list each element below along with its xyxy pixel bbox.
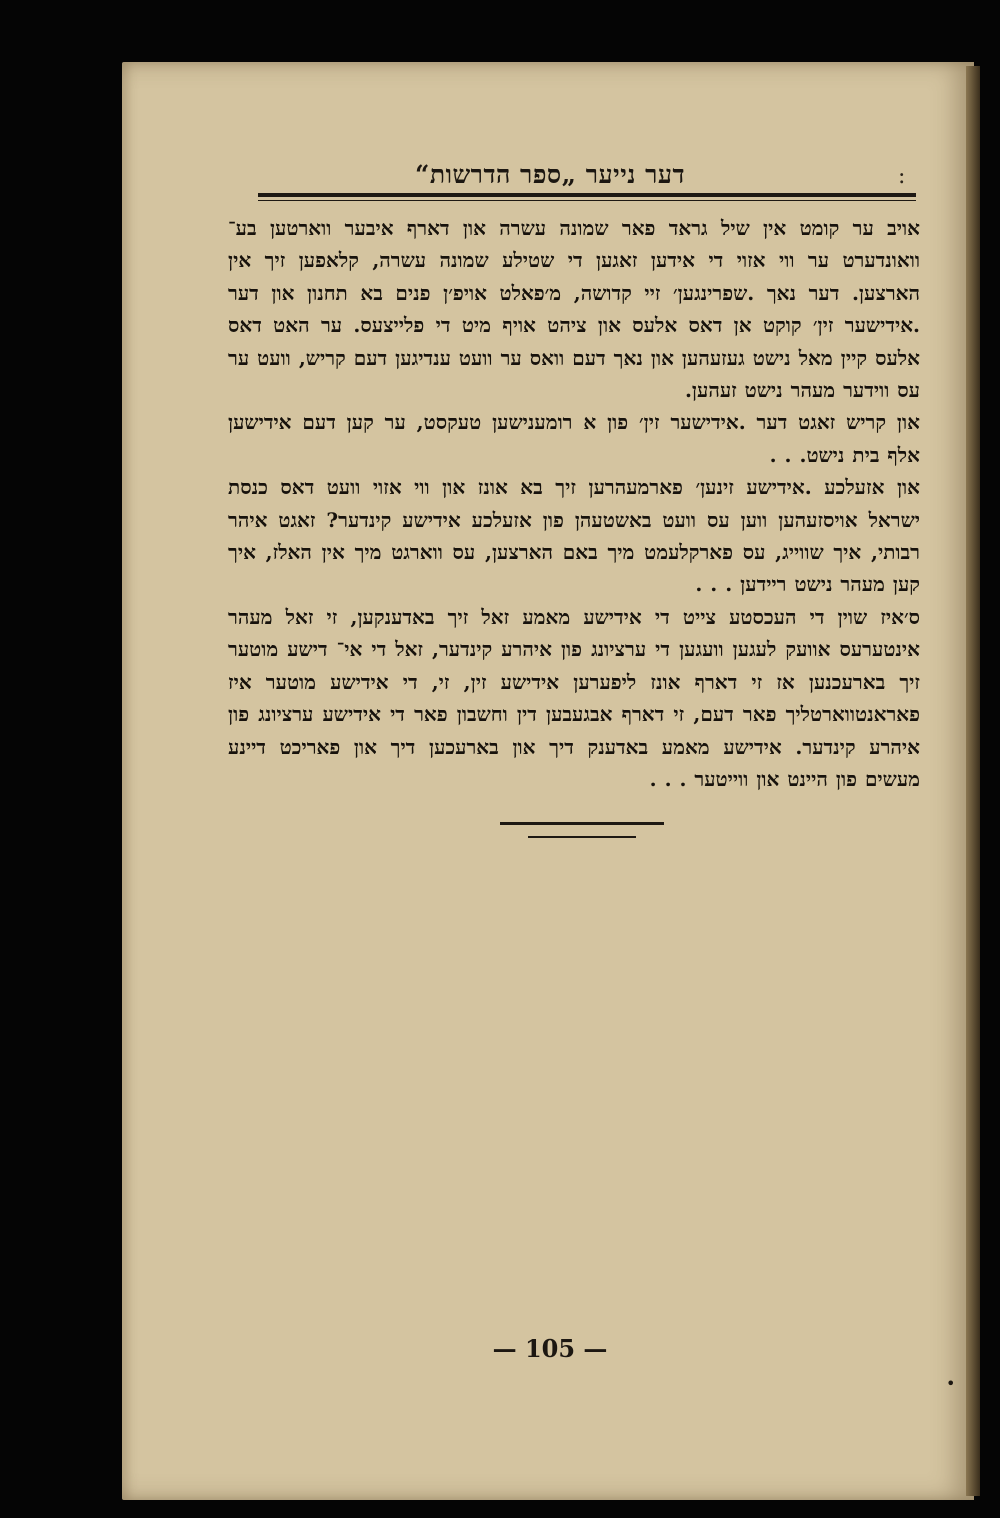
body-text — [228, 212, 920, 795]
paragraph-3: און אזעלכע .אידישע זינען׳ פארמעהרען זיך בא אונז און ווי אזוי וועט דאס כנסת ישראל אויסזעהען ווען עס וועט באשטעהן פון אזעלכע אידישע קינדער? זאגט איהר רבותי, איך שווייג, עס פארקלעמט מיך באם הארצען, עס ווארגט מיך אין האלז, איך קען מעהר נישט ריידען . . . — [228, 475, 920, 597]
paragraph-4: ס׳איז שוין די העכסטע צייט די אידישע מאמע זאל זיך באדענקען, זי זאל מעהר אינטערעס אוועק לעגען וועגען די ערציונג פון איהרע קינדער, זאל די אי־ דישע מוטער זיך בארעכנען אז זי דארף אונז ליפערען אידישע זין, זי, די אידישע מוטער איז פאראנטווארטליך פאר דעם, זי דארף אבגעבען דין וחשבון פאר די אידישע ערציונג פון איהרע קינדער. אידישע מאמע באדענק דיך און בארעכען דיך און פאריכט דיינע מעשים פון היינט און ווייטער . . . — [228, 604, 920, 791]
page-number: — 105 — — [492, 1334, 608, 1363]
paragraph-1: אויב ער קומט אין שיל גראד פאר שמונה עשרה און דארף איבער ווארטען בע־ וואונדערט ער ווי אזוי די אידען זאגען די שטילע שמונה עשרה, קלאפען זיך אין הארצען. דער נאך .שפרינגען׳ זיי קדושה, מ׳פאלט אויפ׳ן פנים בא תחנון און דער .אידישער זין׳ קוקט אן דאס אלעס און ציהט אויף מיט די פלייצעס. ער האט דאס אלעס קיין מאל נישט געזעהען און נאך דעם וואס ער וועט ענדיגען דעם קריש, וועט ער עס ווידער מעהר נישט זעהען. — [228, 216, 920, 403]
end-rule-long — [500, 822, 664, 825]
header-rule-thin — [258, 200, 916, 201]
running-header: דער נייער „ספר הדרשות“ — [414, 160, 686, 189]
book-spine-edge — [966, 66, 980, 1496]
end-rule-short — [528, 836, 636, 838]
paragraph-2: און קריש זאגט דער .אידישער זין׳ פון א רומענישען טעקסט, ער קען דעם אידישען אלף בית נישט. . . — [228, 410, 920, 467]
header-rule-thick — [258, 193, 916, 197]
header-mark: : — [898, 164, 906, 189]
margin-mark: • — [946, 1374, 956, 1393]
